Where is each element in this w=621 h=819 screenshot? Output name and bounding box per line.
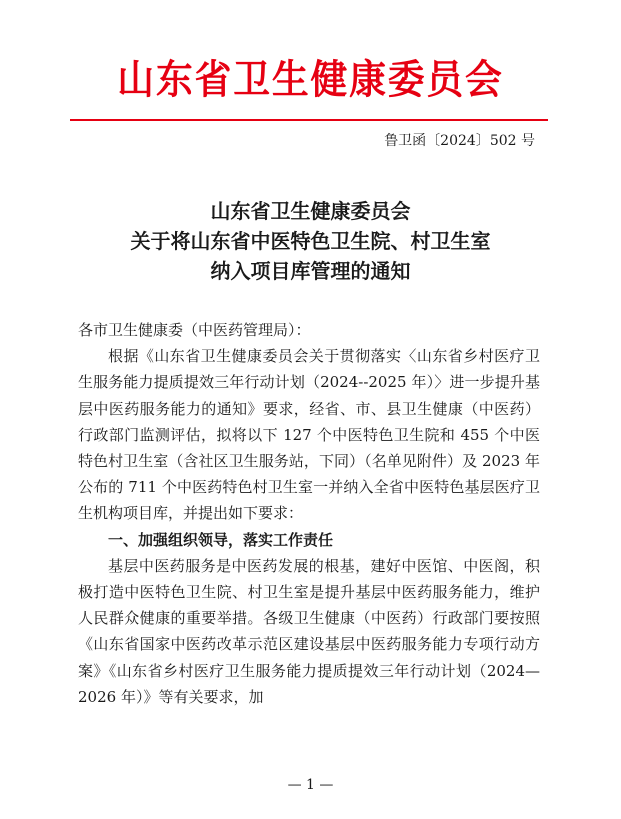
notice-title bbox=[0, 196, 621, 286]
page-number: — 1 — bbox=[287, 777, 334, 793]
title-line-3: 纳入项目库管理的通知 bbox=[210, 259, 411, 283]
paragraph-2: 基层中医药服务是中医药发展的根基，建好中医馆、中医阁，积极打造中医特色卫生院、村卫生室是提升基层中医药服务能力，维护人民群众健康的重要举措。各级卫生健康（中医药）行政部门要按照《山东省国家中医药改革示范区建设基层中医药服务能力专项行动方案》《山东省乡村医疗卫生服务能力提质提效三年行动计划（2024—2026 年）》等有关要求，加 bbox=[78, 556, 540, 706]
body-text bbox=[78, 317, 540, 710]
title-line-2: 关于将山东省中医特色卫生院、村卫生室 bbox=[130, 229, 491, 253]
document-number: 鲁卫函〔2024〕502 号 bbox=[384, 133, 535, 149]
section-heading-1: 一、加强组织领导，落实工作责任 bbox=[108, 530, 334, 549]
agency-header: 山东省卫生健康委员会 bbox=[117, 57, 504, 103]
title-line-1: 山东省卫生健康委员会 bbox=[210, 199, 411, 223]
paragraph-1: 根据《山东省卫生健康委员会关于贯彻落实〈山东省乡村医疗卫生服务能力提质提效三年行动计划（2024--2025 年）〉进一步提升基层中医药服务能力的通知》要求，经省、市、县卫生健康（中医药）行政部门监测评估，拟将以下 127 个中医特色卫生院和 455 个中医特色村卫生室（含社区卫生服务站，下同）（名单见附件）及 2023 年公布的 711 个中医药特色村卫生室一并纳入全省中医特色基层医疗卫生机构项目库，并提出如下要求： bbox=[78, 347, 540, 523]
salutation: 各市卫生健康委（中医药管理局）： bbox=[78, 321, 311, 339]
red-divider bbox=[70, 119, 548, 121]
